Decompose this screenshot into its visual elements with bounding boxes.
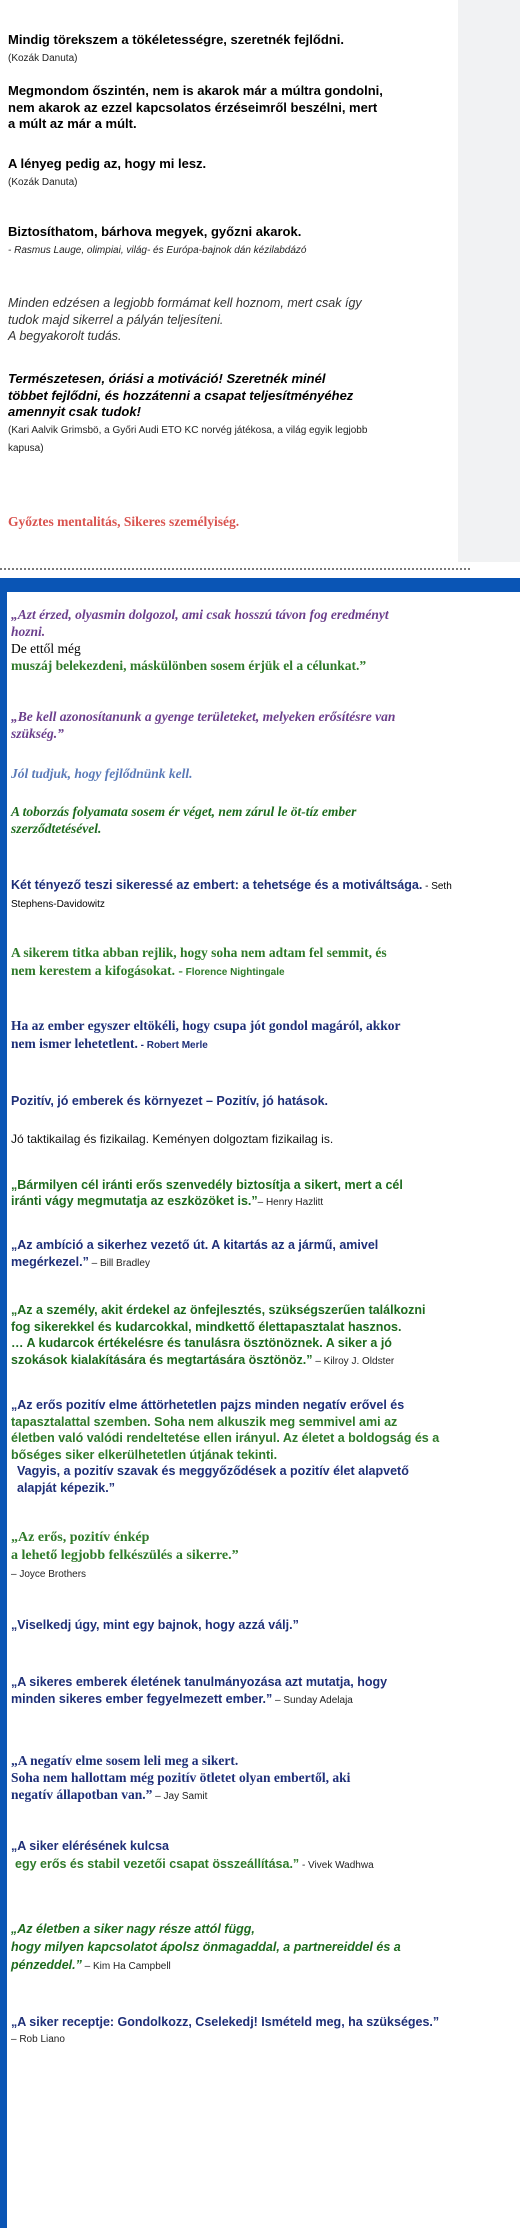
quote-line: De ettől még <box>11 641 81 656</box>
quote-champion: „Viselkedj úgy, mint egy bajnok, hogy azzá válj.” <box>11 1618 299 1632</box>
quote-training <box>8 295 362 345</box>
quote-line: Ha az ember egyszer eltökéli, hogy csupa jót gondol magáról, akkor <box>11 1018 401 1033</box>
quote-line: A sikerem titka abban rejlik, hogy soha nem adtam fel semmit, és <box>11 945 387 960</box>
quote-hazlitt <box>11 1177 403 1211</box>
quote-brothers <box>11 1529 239 1584</box>
quote-bradley <box>11 1237 378 1272</box>
blue-frame-top <box>0 578 520 592</box>
quote-line: … A kudarcok értékelésre és tanulásra ösztönöznek. A siker a jó <box>11 1336 392 1350</box>
quote-adelaja <box>11 1674 387 1709</box>
quote-author: – Kim Ha Campbell <box>81 1961 171 1972</box>
quote-line: pénzeddel.” <box>11 1958 82 1972</box>
blue-frame-side <box>0 578 7 2228</box>
quote-author: (Kozák Danuta) <box>8 176 78 188</box>
quote-positive-mind <box>11 1397 439 1496</box>
quote-line: többet fejlődni, és hozzátenni a csapat teljesítményéhez <box>8 387 354 403</box>
quote-line: szükség.” <box>11 726 64 741</box>
quote-line: Megmondom őszintén, nem is akarok már a múltra gondolni, <box>8 83 383 98</box>
quote-author: – Henry Hazlitt <box>257 1197 324 1208</box>
quote-line: nem akarok az ezzel kapcsolatos érzéseimről beszélni, mert <box>8 99 378 115</box>
quote-line: „Az életben a siker nagy része attól függ, <box>11 1922 255 1936</box>
quote-line: A toborzás folyamata sosem ér véget, nem zárul le öt-tíz ember <box>11 804 357 819</box>
quote-line: megérkezel.” <box>11 1255 89 1269</box>
quote-recruitment <box>11 803 356 837</box>
quote-line: Vagyis, a pozitív szavak és meggyőződések a pozitív élet alapvető <box>17 1464 409 1478</box>
quote-win <box>8 224 307 259</box>
quote-samit <box>11 1752 350 1805</box>
quote-tactics: Jó taktikailag és fizikailag. Keményen dolgoztam fizikailag is. <box>11 1132 334 1146</box>
quote-positive-people: Pozitív, jó emberek és környezet – Pozitív, jó hatások. <box>11 1094 329 1108</box>
quote-line: Két tényező teszi sikeressé az embert: a tehetsége és a motiváltsága. <box>11 878 423 892</box>
quote-author: – Sunday Adelaja <box>272 1695 353 1706</box>
quote-line: fog sikerekkel és kudarcokkal, mindkettő élettapasztalat hasznos. <box>11 1319 402 1334</box>
quote-merle <box>11 1017 400 1055</box>
quote-line: „A negatív elme sosem leli meg a sikert. <box>11 1753 239 1768</box>
quote-text: A lényeg pedig az, hogy mi lesz. <box>8 156 207 171</box>
tagline: Győztes mentalitás, Sikeres személyiség. <box>8 514 240 529</box>
quote-line: alapját képezik.” <box>17 1480 115 1495</box>
quote-author: – Rob Liano <box>11 2034 65 2045</box>
quote-line: Soha nem hallottam még pozitív ötletet olyan embertől, aki <box>11 1770 351 1785</box>
quote-line: Természetesen, óriási a motiváció! Szeretnék minél <box>8 371 326 386</box>
quote-line: „Az ambíció a sikerhez vezető út. A kitartás az a jármű, amivel <box>11 1238 379 1252</box>
quote-author: – Bill Bradley <box>88 1258 150 1269</box>
quote-text: Biztosíthatom, bárhova megyek, győzni akarok. <box>8 224 302 239</box>
quote-line: a lehető legjobb felkészülés a sikerre.” <box>11 1548 239 1563</box>
quote-line: nem kerestem a kifogásokat. - <box>11 963 183 978</box>
quote-line: egy erős és stabil vezetői csapat összeállítása.” <box>15 1857 300 1871</box>
quote-campbell <box>11 1920 401 1976</box>
quote-text: Mindig törekszem a tökéletességre, szeretnék fejlődni. <box>8 32 344 47</box>
dotted-divider <box>0 568 470 570</box>
quote-line: „Bármilyen cél iránti erős szenvedély biztosítja a sikert, mert a cél <box>11 1178 403 1192</box>
quote-line: tapasztalattal szemben. Soha nem alkuszik meg semmivel ami az <box>11 1414 398 1429</box>
quote-weak-areas <box>11 708 395 742</box>
quote-line: amennyit csak tudok! <box>8 404 141 419</box>
quote-author: - Seth <box>422 881 452 892</box>
quote-line: Minden edzésen a legjobb formámat kell hoznom, mert csak így <box>8 296 362 310</box>
quote-line: „A siker receptje: Gondolkozz, Cselekedj! Ismételd meg, ha szükséges.” <box>11 2015 440 2029</box>
quote-wadhwa <box>11 1837 374 1875</box>
quote-author: kapusa) <box>8 443 44 454</box>
quote-line: „A siker elérésének kulcsa <box>11 1839 169 1853</box>
quote-past <box>8 83 383 133</box>
quote-line: muszáj belekezdeni, máskülönben sosem érjük el a célunkat.” <box>11 658 367 673</box>
quote-line: negatív állapotban van.” <box>11 1787 153 1802</box>
quote-author: – Jay Samit <box>152 1791 208 1802</box>
quote-line: iránti vágy megmutatja az eszközöket is.” <box>11 1194 258 1208</box>
quote-perfection <box>8 32 344 67</box>
quote-author: - Rasmus Lauge, olimpiai, világ- és Európa-bajnok dán kézilabdázó <box>8 244 307 256</box>
quote-author: - Robert Merle <box>137 1040 208 1051</box>
quote-line: „A sikeres emberek életének tanulmányozása azt mutatja, hogy <box>11 1675 388 1689</box>
quote-author: - Vivek Wadhwa <box>299 1860 374 1871</box>
quote-line: életben való valódi rendeltetése ellen irányul. Az életet a boldogság és a <box>11 1431 440 1445</box>
quote-line: A begyakorolt tudás. <box>8 329 122 343</box>
quote-author: Stephens-Davidowitz <box>11 899 105 910</box>
quote-author: – Joyce Brothers <box>11 1569 87 1580</box>
quote-line: „Be kell azonosítanunk a gyenge területeket, melyeken erősítésre van <box>11 709 396 724</box>
quote-author: Florence Nightingale <box>182 967 285 978</box>
quote-line: a múlt az már a múlt. <box>8 116 137 131</box>
quote-line: hogy milyen kapcsolatot ápolsz önmagaddal, a partnereiddel és a <box>11 1940 401 1954</box>
quote-future <box>8 156 206 191</box>
quote-author: (Kozák Danuta) <box>8 52 78 64</box>
quote-talent <box>11 877 452 913</box>
quote-line: hozni. <box>11 624 46 639</box>
quote-motivation <box>8 371 367 458</box>
quote-oldster <box>11 1302 426 1370</box>
quote-long-term <box>11 606 389 674</box>
quote-line: szokások kialakítására és megtartására ösztönöz.” <box>11 1352 313 1367</box>
quote-nightingale <box>11 944 387 982</box>
quote-line: minden sikeres ember fegyelmezett ember.” <box>11 1692 273 1706</box>
quote-line: „Azt érzed, olyasmin dolgozol, ami csak hosszú távon fog eredményt <box>11 607 389 622</box>
quote-author: (Kari Aalvik Grimsbö, a Győri Audi ETO KC norvég játékosa, a világ egyik legjobb <box>8 424 368 436</box>
quote-line: „Az erős pozitív elme áttörhetetlen pajzs minden negatív erővel és <box>11 1398 405 1412</box>
quote-line: szerződtetésével. <box>11 821 102 836</box>
right-sidebar-column <box>458 0 520 562</box>
quote-liano <box>11 2014 439 2048</box>
lower-quote-panel <box>7 592 520 2228</box>
quote-line: „Az erős, pozitív énkép <box>11 1530 150 1545</box>
quote-line: bőséges siker elkerülhetetlen útjának tekinti. <box>11 1447 278 1462</box>
quote-author: – Kilroy J. Oldster <box>312 1355 395 1367</box>
quote-line: nem ismer lehetetlent. <box>11 1036 138 1051</box>
quote-line: tudok majd sikerrel a pályán teljesíteni. <box>8 312 224 327</box>
quote-improve: Jól tudjuk, hogy fejlődnünk kell. <box>11 766 193 781</box>
top-quote-panel <box>0 0 458 562</box>
quote-line: „Az a személy, akit érdekel az önfejlesztés, szükségszerűen találkozni <box>11 1303 426 1317</box>
